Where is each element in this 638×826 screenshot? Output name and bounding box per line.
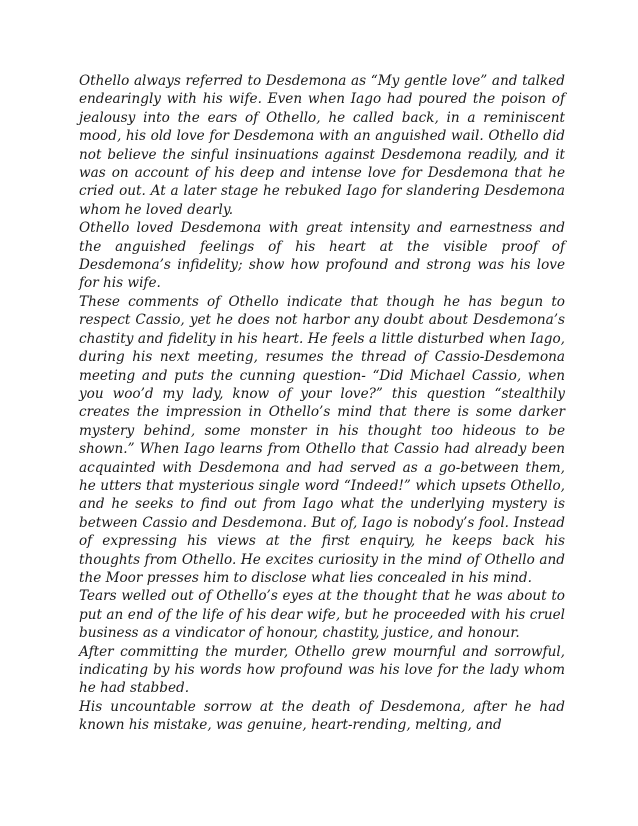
paragraph-intensity: Othello loved Desdemona with great intensity and earnestness and the anguished feelings of his heart at the visible proof of Desdemona’s infidelity; show how profound and strong was his love for his wife. — [79, 220, 565, 292]
document-body — [79, 72, 565, 735]
paragraph-sorrow: His uncountable sorrow at the death of Desdemona, after he had known his mistake, was genuine, heart-rending, melting, and — [79, 698, 565, 734]
paragraph-comments: These comments of Othello indicate that though he has begun to respect Cassio, yet he does not harbor any doubt about Desdemona’s chastity and fidelity in his heart. He feels a little disturbed when Iago, during his next meeting, resumes the thread of Cassio-Desdemona meeting and puts the cunning question- “Did Michael Cassio, when you woo’d my lady, know of your love?” this question “stealthily creates the impression in Othello’s mind that there is some darker mystery behind, some monster in his thought too hideous to be shown.” When Iago learns from Othello that Cassio had already been acquainted with Desdemona and had served as a go-between them, he utters that mysterious single word “Indeed!” which upsets Othello, and he seeks to find out from Iago what the underlying mystery is between Cassio and Desdemona. But of, Iago is nobody’s fool. Instead of expressing his views at the first enquiry, he keeps back his thoughts from Othello. He excites curiosity in the mind of Othello and the Moor presses him to disclose what lies concealed in his mind. — [79, 293, 565, 586]
paragraph-love: Othello always referred to Desdemona as “My gentle love” and talked endearingly with his wife. Even when Iago had poured the poison of jealousy into the ears of Othello, he called back, in a reminiscent mood, his old love for Desdemona with an anguished wail. Othello did not believe the sinful insinuations against Desdemona readily, and it was on account of his deep and intense love for Desdemona that he cried out. At a later stage he rebuked Iago for slandering Desdemona whom he loved dearly. — [79, 73, 565, 218]
paragraph-tears: Tears welled out of Othello’s eyes at the thought that he was about to put an end of the life of his dear wife, but he proceeded with his cruel business as a vindicator of honour, chastity, justice, and honour. — [79, 588, 565, 642]
paragraph-after-murder: After committing the murder, Othello grew mournful and sorrowful, indicating by his words how profound was his love for the lady whom he had stabbed. — [79, 643, 565, 697]
